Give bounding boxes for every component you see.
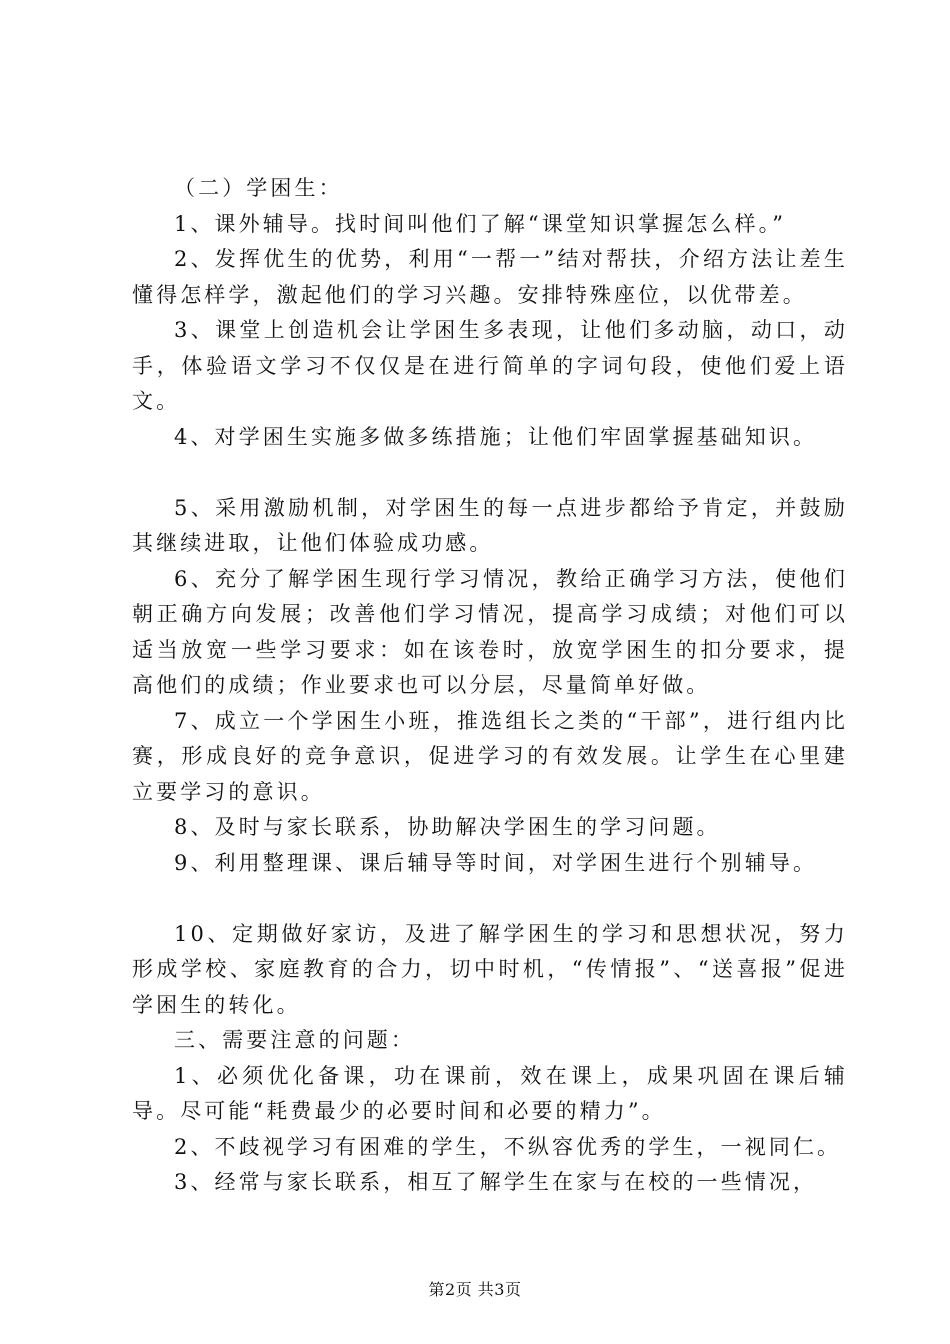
paragraph-item-10: 10、定期做好家访，及进了解学困生的学习和思想状况，努力形成学校、家庭教育的合力，切中时机，“传情报”、“送喜报”促进学困生的转化。	[132, 921, 848, 1017]
paragraph-item-2: 2、发挥优生的优势，利用“一帮一”结对帮扶，介绍方法让差生懂得怎样学，激起他们的学习兴趣。安排特殊座位，以优带差。	[132, 247, 848, 307]
paragraph-item-9: 9、利用整理课、课后辅导等时间，对学困生进行个别辅导。	[174, 850, 818, 875]
paragraph-note-3: 3、经常与家长联系，相互了解学生在家与在校的一些情况，	[174, 1170, 818, 1194]
paragraph-item-4: 4、对学困生实施多做多练措施；让他们牢固掌握基础知识。	[174, 424, 818, 449]
section-heading-struggling-students: （二）学困生：	[174, 176, 343, 200]
paragraph-note-1: 1、必须优化备课，功在课前，效在课上，成果巩固在课后辅导。尽可能“耗费最少的必要时间和必要的精力”。	[132, 1063, 848, 1123]
page-number-footer: 第2页 共3页	[428, 1280, 522, 1299]
paragraph-item-5: 5、采用激励机制，对学困生的每一点进步都给予肯定，并鼓励其继续进取，让他们体验成功感。	[132, 495, 848, 555]
paragraph-item-7: 7、成立一个学困生小班，推选组长之类的“干部”，进行组内比赛，形成良好的竞争意识，促进学习的有效发展。让学生在心里建立要学习的意识。	[132, 708, 848, 804]
section-heading-notes: 三、需要注意的问题：	[174, 1028, 415, 1052]
paragraph-note-2: 2、不歧视学习有困难的学生，不纵容优秀的学生，一视同仁。	[174, 1134, 842, 1159]
paragraph-item-6: 6、充分了解学困生现行学习情况，教给正确学习方法，使他们朝正确方向发展；改善他们学习情况，提高学习成绩；对他们可以适当放宽一些学习要求：如在该卷时，放宽学困生的扣分要求，提高他们的成绩；作业要求也可以分层，尽量简单好做。	[132, 566, 848, 697]
document-body	[132, 171, 848, 1201]
paragraph-item-3: 3、课堂上创造机会让学困生多表现，让他们多动脑，动口，动手，体验语文学习不仅仅是在进行简单的字词句段，使他们爱上语文。	[132, 318, 848, 413]
paragraph-item-8: 8、及时与家长联系，协助解决学困生的学习问题。	[174, 815, 721, 839]
paragraph-item-1: 1、课外辅导。找时间叫他们了解“课堂知识掌握怎么样。”	[174, 211, 787, 236]
